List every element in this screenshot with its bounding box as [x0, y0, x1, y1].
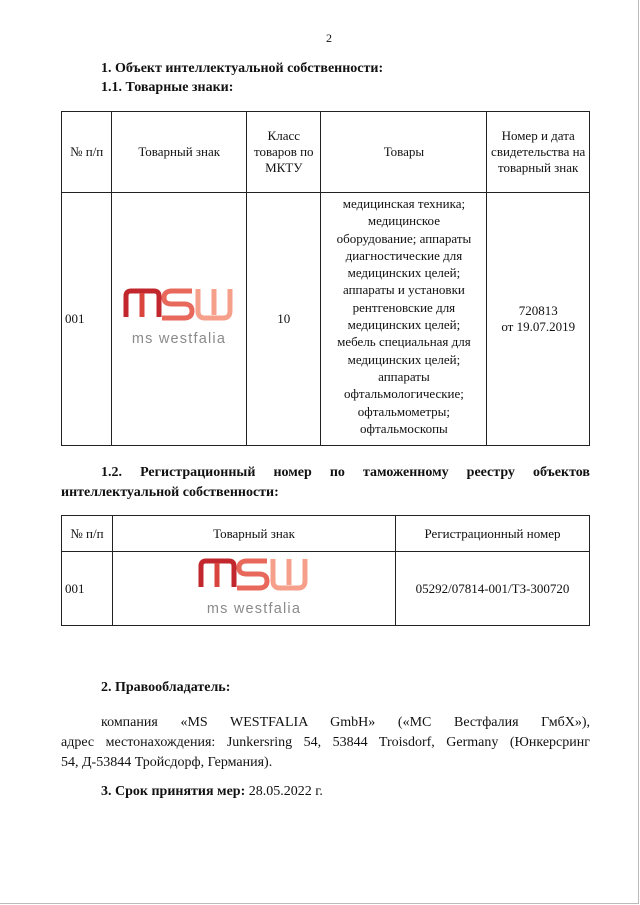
goods-line: мебель специальная для — [337, 334, 471, 350]
section-1-2-title-line1: 1.2. Регистрационный номер по таможенному реестру объектов — [101, 465, 590, 480]
row-num: 001 — [62, 552, 113, 626]
trademark-logo-cell — [112, 193, 247, 446]
header-trademark: Товарный знак — [113, 516, 396, 552]
section-1-title: 1. Объект интеллектуальной собственности: — [101, 61, 384, 76]
trademark-logo-cell — [113, 552, 396, 626]
logo-wordmark: ms westfalia — [132, 331, 227, 347]
rightholder-line3: 54, Д-53844 Тройсдорф, Германия). — [61, 755, 273, 770]
goods-line: диагностические для — [345, 247, 463, 263]
goods-line: оборудование; аппараты — [336, 230, 472, 246]
rightholder-line1: компания «MS WESTFALIA GmbH» («МС Вестфалия ГмбХ»), — [101, 715, 590, 730]
page-number: 2 — [326, 31, 332, 45]
header-trademark: Товарный знак — [112, 112, 247, 193]
header-num: № п/п — [62, 516, 113, 552]
goods-line: медицинских целей; — [347, 265, 461, 281]
section-1-1-title: 1.1. Товарные знаки: — [101, 80, 234, 95]
header-goods: Товары — [321, 112, 487, 193]
goods-line: офтальмологические; — [343, 386, 464, 402]
goods-line: аппараты — [378, 368, 430, 384]
section-3-label: 3. Срок принятия мер: — [101, 784, 246, 799]
ms-westfalia-logo — [195, 555, 313, 623]
goods-line: рентгеновские для — [352, 299, 456, 315]
section-3 — [101, 782, 590, 802]
row-certificate — [487, 193, 590, 446]
header-num: № п/п — [62, 112, 112, 193]
certificate-date: от 19.07.2019 — [501, 319, 576, 334]
ms-westfalia-logo — [120, 285, 238, 353]
section-1-2-title-line2: интеллектуальной собственности: — [61, 485, 279, 500]
table-row — [62, 552, 590, 626]
table-row — [62, 193, 590, 446]
header-class: Класс товаров по МКТУ — [247, 112, 321, 193]
goods-line: медицинских целей; — [347, 317, 461, 333]
certificate-number: 720813 — [518, 303, 558, 318]
goods-line: медицинских целей; — [347, 351, 461, 367]
row-registration-number: 05292/07814-001/ТЗ-300720 — [396, 552, 590, 626]
goods-line: аппараты и установки — [343, 282, 465, 298]
row-num: 001 — [62, 193, 112, 446]
goods-line: офтальмоскопы — [360, 420, 448, 436]
trademarks-table — [61, 111, 590, 446]
header-certificate: Номер и дата свидетельства на товарный знак — [487, 112, 590, 193]
customs-register-table — [61, 515, 590, 626]
rightholder-line2: адрес местонахождения: Junkersring 54, 53844 Troisdorf, Germany (Юнкерсринг — [61, 735, 590, 750]
goods-line: медицинская техника; — [342, 196, 466, 211]
section-2-title: 2. Правообладатель: — [101, 680, 231, 695]
header-registration-number: Регистрационный номер — [396, 516, 590, 552]
row-goods — [321, 193, 487, 446]
table-header-row — [62, 112, 590, 193]
goods-line: медицинское — [367, 213, 440, 229]
goods-line: офтальмометры; — [357, 403, 451, 419]
section-3-value: 28.05.2022 г. — [245, 784, 323, 799]
table-header-row — [62, 516, 590, 552]
row-class: 10 — [247, 193, 321, 446]
logo-wordmark: ms westfalia — [206, 600, 302, 617]
